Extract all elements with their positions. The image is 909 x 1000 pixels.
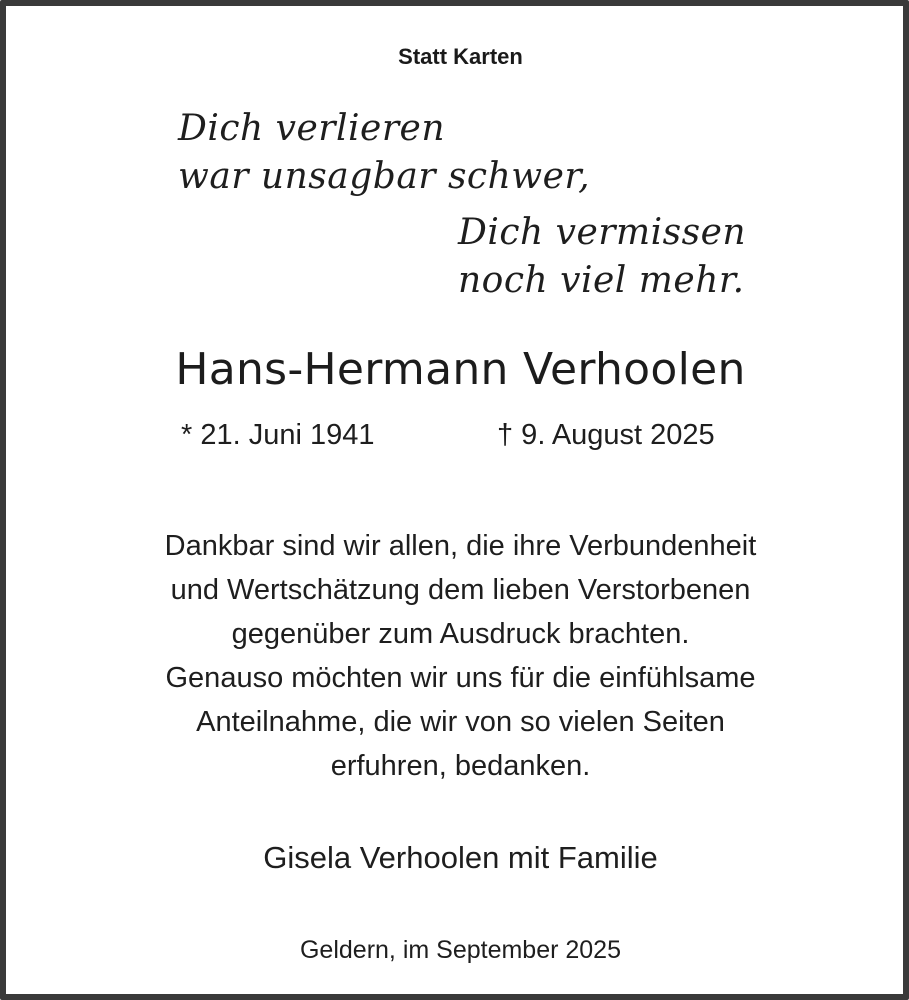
- poem-line: war unsagbar schwer,: [178, 156, 591, 197]
- thanks-line: Genauso möchten wir uns für die einfühlsame: [165, 662, 756, 694]
- death-date: † 9. August 2025: [497, 419, 715, 451]
- place-and-date: Geldern, im September 2025: [299, 936, 621, 964]
- thanks-line: Anteilnahme, die wir von so vielen Seiten: [196, 706, 725, 738]
- deceased-name: Hans-Hermann Verhoolen: [175, 344, 746, 395]
- family-signature: Gisela Verhoolen mit Familie: [263, 840, 658, 875]
- thanks-line: Dankbar sind wir allen, die ihre Verbundenheit: [164, 530, 757, 562]
- thanks-line: und Wertschätzung dem lieben Verstorbenen: [170, 574, 751, 606]
- thanks-line: erfuhren, bedanken.: [330, 750, 591, 782]
- poem-verse-2: [458, 209, 746, 305]
- poem-line: Dich verlieren: [178, 108, 446, 149]
- thanks-line: gegenüber zum Ausdruck brachten.: [231, 618, 690, 650]
- poem-line: Dich vermissen: [458, 212, 747, 253]
- notice-header: Statt Karten: [398, 44, 523, 69]
- birth-date: * 21. Juni 1941: [181, 419, 375, 451]
- poem-line: noch viel mehr.: [458, 260, 745, 301]
- poem-verse-1: [178, 105, 590, 201]
- thanks-text: [6, 524, 909, 788]
